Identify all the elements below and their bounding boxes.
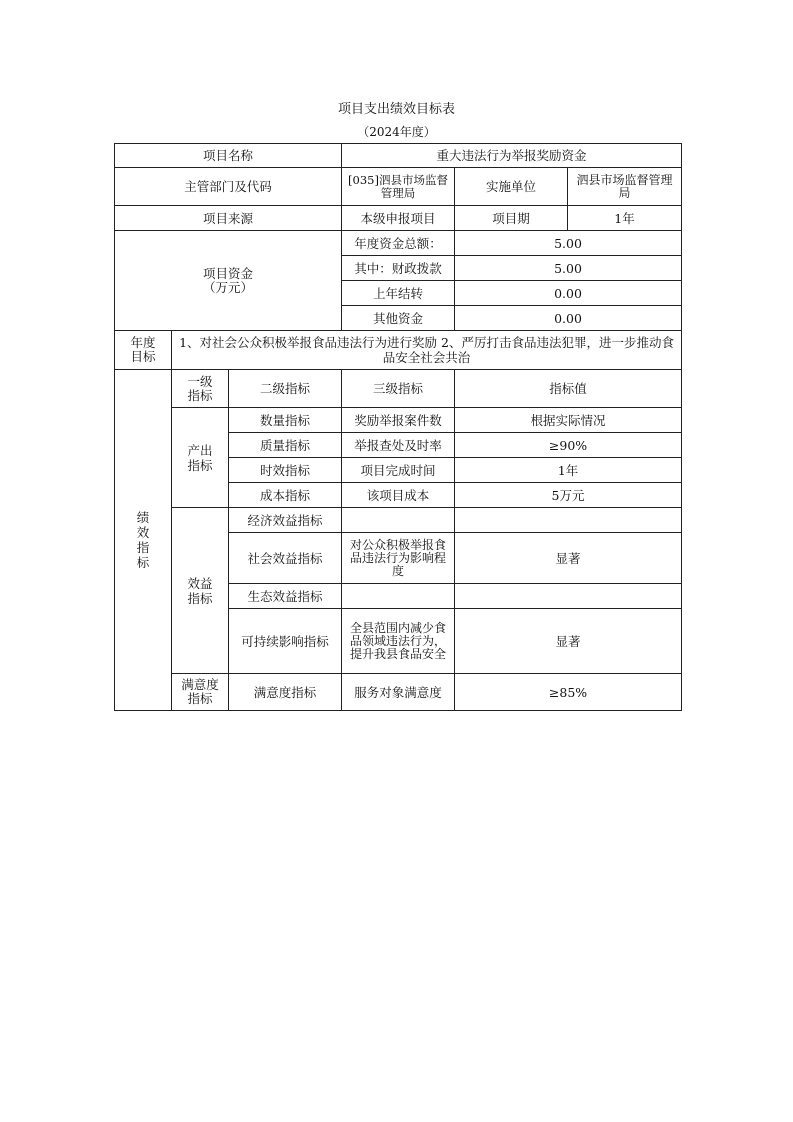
table-row: [115, 508, 682, 533]
l3-cell: [342, 508, 455, 533]
project-name-value: 重大违法行为举报奖励资金: [342, 144, 682, 168]
row-annual-goal: [115, 331, 682, 370]
dept-value: [035]泗县市场监督管理局: [342, 168, 455, 206]
funds-fiscal-value: 5.00: [455, 256, 682, 281]
funds-total-value: 5.00: [455, 231, 682, 256]
row-source: [115, 206, 682, 231]
value-cell: 根据实际情况: [455, 408, 682, 433]
l2-cell: 成本指标: [229, 483, 342, 508]
row-department: [115, 168, 682, 206]
fiscal-year: （2024年度）: [357, 125, 436, 139]
project-name-label: 项目名称: [115, 144, 342, 168]
source-value: 本级申报项目: [342, 206, 455, 231]
satisfaction-indicator-label: 满意度 指标: [172, 674, 229, 711]
l3-cell: 举报查处及时率: [342, 433, 455, 458]
value-cell: 1年: [455, 458, 682, 483]
value-cell: ≥90%: [455, 433, 682, 458]
value-cell: 显著: [455, 533, 682, 584]
impl-unit-value: 泗县市场监督管理局: [568, 168, 682, 206]
row-indicator-headers: [115, 370, 682, 408]
period-value: 1年: [568, 206, 682, 231]
row-project-name: [115, 144, 682, 168]
benefit-indicator-text: 效益指标: [187, 575, 213, 606]
l3-cell: 项目完成时间: [342, 458, 455, 483]
funds-other-value: 0.00: [455, 306, 682, 331]
l3-cell: [342, 584, 455, 609]
value-cell: [455, 508, 682, 533]
l2-cell: 数量指标: [229, 408, 342, 433]
l2-cell: 质量指标: [229, 433, 342, 458]
performance-indicators-text: 绩效指标: [136, 510, 150, 570]
l3-cell: 服务对象满意度: [342, 674, 455, 711]
performance-indicators-label: [115, 370, 172, 711]
l2-cell: 满意度指标: [229, 674, 342, 711]
l3-cell: 奖励举报案件数: [342, 408, 455, 433]
l3-cell: 全县范围内减少食品领域违法行为，提升我县食品安全: [342, 609, 455, 674]
l2-cell: 可持续影响指标: [229, 609, 342, 674]
header-level1: 一级 指标: [172, 370, 229, 408]
funds-label: 项目资金 （万元）: [115, 231, 342, 331]
performance-table: [114, 143, 682, 711]
annual-goal-text: 1、对社会公众积极举报食品违法行为进行奖励 2、严厉打击食品违法犯罪，进一步推动食品安全社会共治: [172, 331, 682, 370]
row-funds-total: [115, 231, 682, 256]
annual-goal-label: 年度 目标: [115, 331, 172, 370]
l3-cell: 对公众积极举报食品违法行为影响程度: [342, 533, 455, 584]
value-cell: 显著: [455, 609, 682, 674]
value-cell: ≥85%: [455, 674, 682, 711]
dept-label: 主管部门及代码: [115, 168, 342, 206]
benefit-indicator-label: [172, 508, 229, 674]
period-label: 项目期: [455, 206, 568, 231]
funds-carryover-value: 0.00: [455, 281, 682, 306]
output-indicator-text: 产出指标: [187, 442, 213, 473]
source-label: 项目来源: [115, 206, 342, 231]
header-level3: 三级指标: [342, 370, 455, 408]
l2-cell: 生态效益指标: [229, 584, 342, 609]
page-title: 项目支出绩效目标表: [337, 102, 455, 117]
l2-cell: 社会效益指标: [229, 533, 342, 584]
impl-unit-label: 实施单位: [455, 168, 568, 206]
header-value: 指标值: [455, 370, 682, 408]
output-indicator-label: [172, 408, 229, 508]
table-row: [115, 408, 682, 433]
funds-carryover-label: 上年结转: [342, 281, 455, 306]
funds-total-label: 年度资金总额：: [342, 231, 455, 256]
l2-cell: 时效指标: [229, 458, 342, 483]
l3-cell: 该项目成本: [342, 483, 455, 508]
value-cell: [455, 584, 682, 609]
table-row: [115, 674, 682, 711]
value-cell: 5万元: [455, 483, 682, 508]
l2-cell: 经济效益指标: [229, 508, 342, 533]
funds-fiscal-label: 其中：财政拨款: [342, 256, 455, 281]
funds-other-label: 其他资金: [342, 306, 455, 331]
header-level2: 二级指标: [229, 370, 342, 408]
